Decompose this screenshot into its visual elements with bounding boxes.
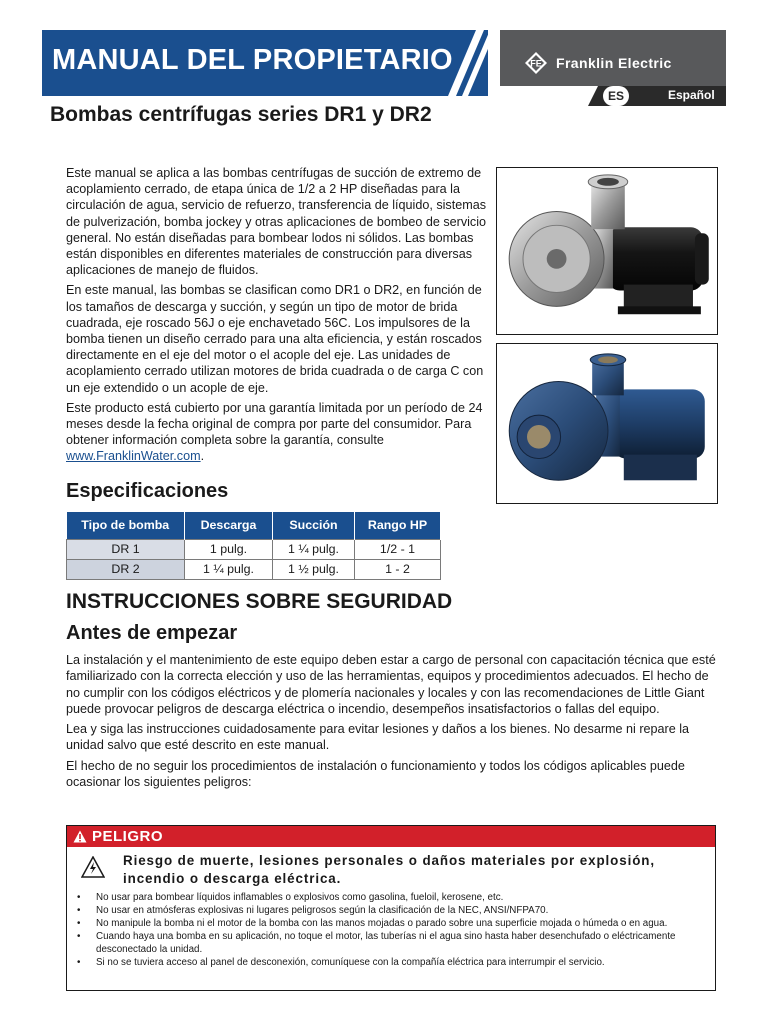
safety-paragraph: Lea y siga las instrucciones cuidadosamente para evitar lesiones y daños a los bienes. No desarme ni repare la unidad salvo que esté descrito en este manual.	[66, 722, 690, 753]
specifications-heading: Especificaciones	[66, 480, 229, 502]
page-title: MANUAL DEL PROPIETARIO	[52, 44, 453, 76]
danger-header-bar	[67, 826, 715, 847]
list-item: • No manipule la bomba ni el motor de la bomba con las manos mojadas o parado sobre una superficie mojada o húmeda o en agua.	[77, 918, 707, 931]
warning-triangle-icon	[73, 830, 87, 843]
table-header-row	[67, 512, 441, 539]
list-item: • Cuando haya una bomba en su aplicación, no toque el motor, las tuberías ni el agua sino hasta haber desenchufado o eléctricamente desconectado la unidad.	[77, 931, 707, 957]
warranty-text: Este producto está cubierto por una garantía limitada por un período de 24 meses desde la fecha original de compra por parte del consumidor. Para obtener información completa sobre la garantía, consulte	[66, 400, 483, 448]
safety-heading: INSTRUCCIONES SOBRE SEGURIDAD	[66, 590, 453, 613]
column-header: Rango HP	[355, 512, 441, 539]
danger-label	[73, 828, 163, 845]
column-header: Descarga	[185, 512, 273, 539]
franklin-logo-icon	[524, 51, 548, 75]
table-row	[67, 559, 441, 579]
table-cell: 1 ¼ pulg.	[273, 539, 355, 559]
table-cell: DR 1	[67, 539, 185, 559]
brand-logo	[524, 51, 672, 75]
intro-section	[66, 165, 490, 469]
table-cell: 1 - 2	[355, 559, 441, 579]
table-cell: 1 ½ pulg.	[273, 559, 355, 579]
language-name: Español	[668, 88, 715, 102]
table-cell: 1 ¼ pulg.	[185, 559, 273, 579]
column-header: Tipo de bomba	[67, 512, 185, 539]
danger-statement: Riesgo de muerte, lesiones personales o daños materiales por explosión, incendio o descarga eléctrica.	[123, 853, 655, 886]
electric-hazard-icon	[81, 856, 105, 878]
pump-photo-stainless	[496, 167, 718, 335]
table-cell: 1/2 - 1	[355, 539, 441, 559]
table-row	[67, 539, 441, 559]
cast-iron-pump-illustration	[497, 344, 717, 503]
stainless-pump-illustration	[497, 168, 717, 334]
table-cell: 1 pulg.	[185, 539, 273, 559]
brand-name: Franklin Electric	[556, 55, 672, 71]
page-subtitle: Bombas centrífugas series DR1 y DR2	[50, 103, 432, 126]
safety-body	[66, 652, 726, 794]
specifications-table	[66, 512, 441, 580]
warranty-end: .	[200, 449, 205, 464]
franklinwater-link[interactable]: www.FranklinWater.com	[66, 449, 201, 464]
warranty-paragraph	[66, 400, 490, 465]
intro-paragraph: Este manual se aplica a las bombas centrífugas de succión de extremo de acoplamiento cerrado, de etapa única de 1/2 a 2 HP diseñadas para la circulación de agua, servicio de refuerzo, transferencia de líquido, sistemas de pulverización, bomba jockey y otras aplicaciones de bombeo de servicio general. No están diseñadas para bombear lodos ni sólidos. Las bombas están disponibles en diferentes materiales de construcción para diversas aplicaciones de manejo de fluidos.	[66, 166, 487, 278]
danger-label-text: PELIGRO	[92, 828, 164, 845]
list-item: • No usar en atmósferas explosivas ni lugares peligrosos según la clasificación de la NEC, ANSI/NFPA70.	[77, 905, 707, 918]
safety-paragraph: El hecho de no seguir los procedimientos de instalación o funcionamiento y todos los códigos aplicables puede ocasionar los siguientes peligros:	[66, 758, 685, 790]
danger-box	[66, 825, 716, 991]
language-code-badge: ES	[603, 86, 629, 106]
safety-paragraph: La instalación y el mantenimiento de este equipo deben estar a cargo de personal con capacitación técnica que esté familiarizado con la correcta elección y uso de las herramientas, equipos y procedimientos adecuados. El hecho de no cumplir con los códigos eléctricos y de plomería nacionales y locales y con las recomendaciones de Little Giant puede provocar peligros de descarga eléctrica o incendio, desempeños insatisfactorios o fallas del equipo.	[66, 653, 716, 716]
table-cell: DR 2	[67, 559, 185, 579]
column-header: Succión	[273, 512, 355, 539]
list-item: • Si no se tuviera acceso al panel de desconexión, comuníquese con la compañía eléctrica para interrumpir el servicio.	[77, 957, 707, 970]
danger-list	[77, 892, 707, 969]
pump-photo-cast-iron	[496, 343, 718, 504]
before-you-start-heading: Antes de empezar	[66, 622, 238, 644]
svg-text:FE: FE	[530, 58, 542, 69]
intro-paragraph: En este manual, las bombas se clasifican como DR1 o DR2, en función de los tamaños de descarga y succión, y según un tipo de motor de brida cuadrada, eje roscado 56J o eje enchavetado 56C. Los impulsores de la bomba tienen un diseño cerrado para una alta eficiencia, y están roscados directamente en el eje del motor o el acople del eje. Las unidades de acoplamiento cerrado utilizan motores de brida cuadrada o de carga C con un eje extendido o un acople de eje.	[66, 283, 484, 395]
list-item: • No usar para bombear líquidos inflamables o explosivos como gasolina, fueloil, kerosene, etc.	[77, 892, 707, 905]
